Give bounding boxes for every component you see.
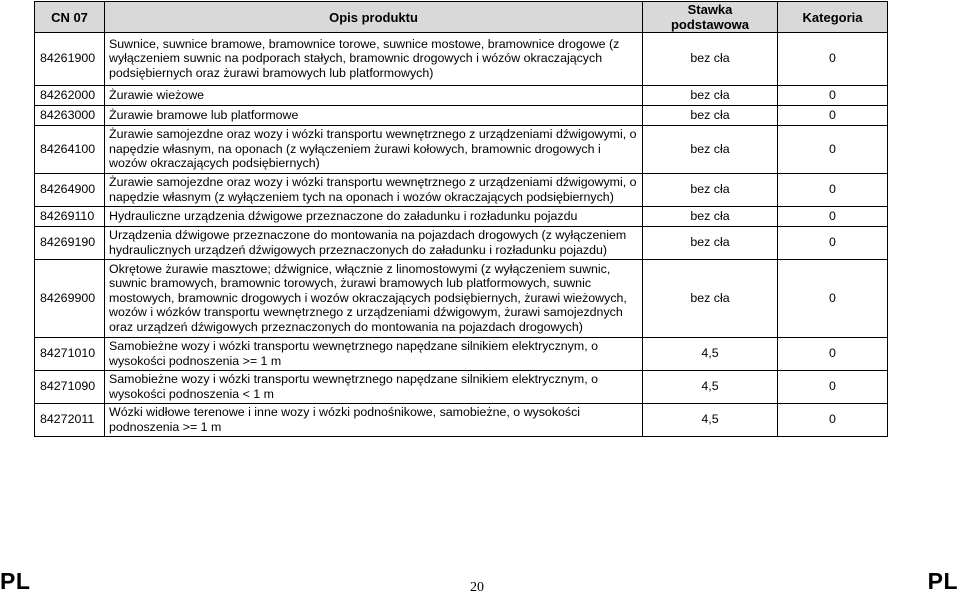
- cn-code-cell: 84271090: [35, 371, 105, 404]
- description-cell: Samobieżne wozy i wózki transportu wewnętrznego napędzane silnikiem elektrycznym, o wysokości podnoszenia < 1 m: [105, 371, 643, 404]
- category-cell: 0: [778, 33, 888, 86]
- header-category: Kategoria: [778, 2, 888, 33]
- table-row: [35, 371, 888, 404]
- tariff-table: [34, 1, 888, 437]
- table-row: [35, 33, 888, 86]
- language-mark-left: PL: [0, 568, 31, 594]
- page-number: 20: [470, 580, 484, 595]
- rate-cell: bez cła: [643, 86, 778, 106]
- description-cell: Wózki widłowe terenowe i inne wozy i wózki podnośnikowe, samobieżne, o wysokości podnoszenia >= 1 m: [105, 404, 643, 437]
- description-cell: Samobieżne wozy i wózki transportu wewnętrznego napędzane silnikiem elektrycznym, o wysokości podnoszenia >= 1 m: [105, 338, 643, 371]
- category-cell: 0: [778, 207, 888, 227]
- description-cell: Żurawie bramowe lub platformowe: [105, 106, 643, 126]
- header-description: Opis produktu: [105, 2, 643, 33]
- header-base-rate: Stawka podstawowa: [643, 2, 778, 33]
- language-mark-right: PL: [927, 568, 958, 594]
- rate-cell: 4,5: [643, 338, 778, 371]
- table-row: [35, 260, 888, 338]
- header-cn-code: CN 07: [35, 2, 105, 33]
- description-cell: Hydrauliczne urządzenia dźwigowe przeznaczone do załadunku i rozładunku pojazdu: [105, 207, 643, 227]
- description-cell: Żurawie samojezdne oraz wozy i wózki transportu wewnętrznego z urządzeniami dźwigowymi, o napędzie własnym (z wyłączeniem tych na oponach i wozów okraczających podsiębiernych): [105, 174, 643, 207]
- cn-code-cell: 84269190: [35, 227, 105, 260]
- cn-code-cell: 84272011: [35, 404, 105, 437]
- rate-cell: bez cła: [643, 174, 778, 207]
- description-cell: Żurawie samojezdne oraz wozy i wózki transportu wewnętrznego z urządzeniami dźwigowymi, o napędzie własnym, na oponach (z wyłączeniem żurawi kołowych, bramownic drogowych i wozów okraczających podsiębiernych): [105, 126, 643, 174]
- rate-cell: bez cła: [643, 260, 778, 338]
- rate-cell: bez cła: [643, 126, 778, 174]
- cn-code-cell: 84264900: [35, 174, 105, 207]
- rate-cell: 4,5: [643, 404, 778, 437]
- category-cell: 0: [778, 371, 888, 404]
- cn-code-cell: 84264100: [35, 126, 105, 174]
- category-cell: 0: [778, 86, 888, 106]
- rate-cell: bez cła: [643, 227, 778, 260]
- table-row: [35, 227, 888, 260]
- tariff-table-container: [34, 1, 887, 437]
- cn-code-cell: 84261900: [35, 33, 105, 86]
- cn-code-cell: 84263000: [35, 106, 105, 126]
- table-header-row: [35, 2, 888, 33]
- table-row: [35, 404, 888, 437]
- rate-cell: bez cła: [643, 106, 778, 126]
- table-row: [35, 174, 888, 207]
- category-cell: 0: [778, 338, 888, 371]
- description-cell: Urządzenia dźwigowe przeznaczone do montowania na pojazdach drogowych (z wyłączeniem hydraulicznych urządzeń dźwigowych przeznaczonych do załadunku i rozładunku pojazdu): [105, 227, 643, 260]
- category-cell: 0: [778, 227, 888, 260]
- table-row: [35, 207, 888, 227]
- table-row: [35, 126, 888, 174]
- cn-code-cell: 84269900: [35, 260, 105, 338]
- rate-cell: bez cła: [643, 207, 778, 227]
- table-row: [35, 106, 888, 126]
- description-cell: Suwnice, suwnice bramowe, bramownice torowe, suwnice mostowe, bramownice drogowe (z wyłączeniem suwnic na podporach stałych, bramownic drogowych i wózów okraczających podsiębiernych oraz żurawi bramowych lub platformowych): [105, 33, 643, 86]
- category-cell: 0: [778, 174, 888, 207]
- category-cell: 0: [778, 126, 888, 174]
- category-cell: 0: [778, 106, 888, 126]
- rate-cell: bez cła: [643, 33, 778, 86]
- category-cell: 0: [778, 404, 888, 437]
- rate-cell: 4,5: [643, 371, 778, 404]
- description-cell: Okrętowe żurawie masztowe; dźwignice, włącznie z linomostowymi (z wyłączeniem suwnic, suwnic bramowych, bramownic torowych, żurawi bramowych lub platformowych, suwnic mostowych, bramownic drogowych i wozów okraczających podsiębiernych, żurawi wieżowych, wozów i wózków transportu wewnętrznego z urządzeniami dźwigowym, żurawi samojezdnych oraz urządzeń dźwigowych przeznaczonych do montowania na pojazdach drogowych): [105, 260, 643, 338]
- category-cell: 0: [778, 260, 888, 338]
- cn-code-cell: 84269110: [35, 207, 105, 227]
- cn-code-cell: 84262000: [35, 86, 105, 106]
- cn-code-cell: 84271010: [35, 338, 105, 371]
- description-cell: Żurawie wieżowe: [105, 86, 643, 106]
- table-row: [35, 338, 888, 371]
- table-row: [35, 86, 888, 106]
